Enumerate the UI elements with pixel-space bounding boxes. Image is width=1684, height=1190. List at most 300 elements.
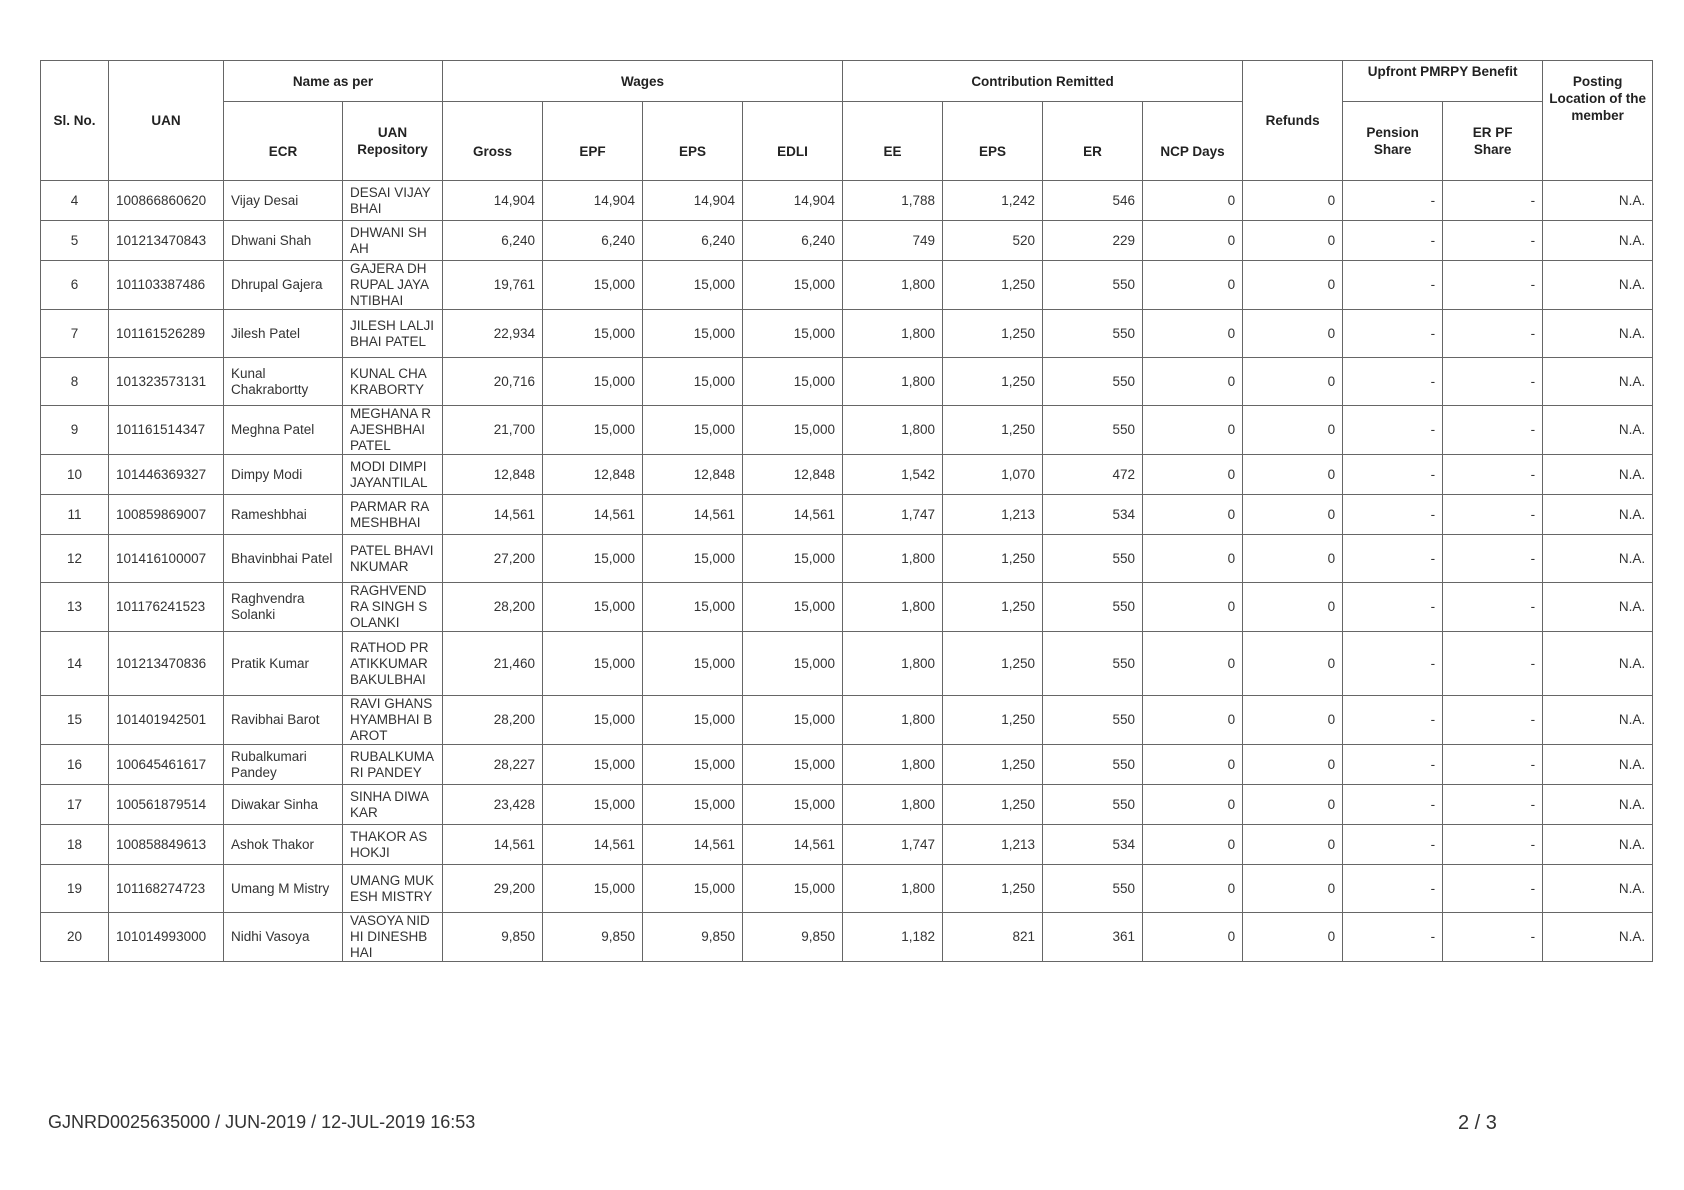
cell-name-ecr: Vijay Desai <box>224 181 343 221</box>
cell-wages-eps: 15,000 <box>643 785 743 825</box>
cell-wages-eps: 15,000 <box>643 696 743 745</box>
cell-pension-share: - <box>1343 583 1443 632</box>
cell-uan: 100645461617 <box>109 745 224 785</box>
cell-refunds: 0 <box>1243 261 1343 310</box>
cell-uan: 100866860620 <box>109 181 224 221</box>
cell-wages-eps: 15,000 <box>643 865 743 913</box>
cell-contribution-ee: 1,800 <box>843 406 943 455</box>
cell-wages-epf: 15,000 <box>543 358 643 406</box>
cell-ncp-days: 0 <box>1143 261 1243 310</box>
cell-contribution-eps: 1,250 <box>943 583 1043 632</box>
ecr-member-table <box>40 60 1653 962</box>
header-epf: EPF <box>543 102 643 181</box>
table-row <box>41 745 1653 785</box>
cell-pension-share: - <box>1343 495 1443 535</box>
cell-wages-gross: 28,200 <box>443 696 543 745</box>
cell-posting-location: N.A. <box>1543 358 1653 406</box>
cell-wages-gross: 14,561 <box>443 825 543 865</box>
cell-pension-share: - <box>1343 358 1443 406</box>
cell-refunds: 0 <box>1243 221 1343 261</box>
cell-wages-edli: 15,000 <box>743 696 843 745</box>
cell-name-uan-repository: GAJERA DHRUPAL JAYANTIBHAI <box>343 261 443 310</box>
cell-ncp-days: 0 <box>1143 632 1243 696</box>
cell-wages-epf: 6,240 <box>543 221 643 261</box>
cell-er-pf-share: - <box>1443 358 1543 406</box>
cell-pension-share: - <box>1343 745 1443 785</box>
header-gross: Gross <box>443 102 543 181</box>
header-uan: UAN <box>109 61 224 181</box>
cell-sl-no: 11 <box>41 495 109 535</box>
cell-wages-epf: 15,000 <box>543 310 643 358</box>
cell-posting-location: N.A. <box>1543 181 1653 221</box>
cell-wages-edli: 9,850 <box>743 913 843 962</box>
table-body <box>41 181 1653 962</box>
cell-wages-gross: 28,200 <box>443 583 543 632</box>
cell-posting-location: N.A. <box>1543 310 1653 358</box>
cell-name-uan-repository: THAKOR ASHOKJI <box>343 825 443 865</box>
cell-er-pf-share: - <box>1443 745 1543 785</box>
table-row <box>41 455 1653 495</box>
header-wages: Wages <box>443 61 843 102</box>
cell-contribution-eps: 1,250 <box>943 261 1043 310</box>
cell-wages-eps: 15,000 <box>643 745 743 785</box>
cell-posting-location: N.A. <box>1543 583 1653 632</box>
cell-er-pf-share: - <box>1443 495 1543 535</box>
header-ecr: ECR <box>224 102 343 181</box>
cell-name-uan-repository: JILESH LALJIBHAI PATEL <box>343 310 443 358</box>
cell-pension-share: - <box>1343 913 1443 962</box>
header-sl-no: Sl. No. <box>41 61 109 181</box>
cell-refunds: 0 <box>1243 535 1343 583</box>
cell-ncp-days: 0 <box>1143 745 1243 785</box>
cell-name-uan-repository: RAGHVENDRA SINGH SOLANKI <box>343 583 443 632</box>
cell-contribution-er: 534 <box>1043 825 1143 865</box>
cell-wages-edli: 15,000 <box>743 406 843 455</box>
cell-contribution-eps: 1,250 <box>943 358 1043 406</box>
cell-er-pf-share: - <box>1443 181 1543 221</box>
cell-pension-share: - <box>1343 261 1443 310</box>
cell-wages-edli: 14,904 <box>743 181 843 221</box>
cell-uan: 100858849613 <box>109 825 224 865</box>
cell-contribution-eps: 1,250 <box>943 696 1043 745</box>
cell-name-uan-repository: RAVI GHANSHYAMBHAI BAROT <box>343 696 443 745</box>
cell-sl-no: 4 <box>41 181 109 221</box>
cell-er-pf-share: - <box>1443 825 1543 865</box>
cell-wages-epf: 15,000 <box>543 696 643 745</box>
cell-wages-edli: 6,240 <box>743 221 843 261</box>
cell-wages-gross: 6,240 <box>443 221 543 261</box>
cell-wages-epf: 14,904 <box>543 181 643 221</box>
cell-name-ecr: Ravibhai Barot <box>224 696 343 745</box>
cell-sl-no: 18 <box>41 825 109 865</box>
cell-ncp-days: 0 <box>1143 181 1243 221</box>
cell-er-pf-share: - <box>1443 696 1543 745</box>
cell-name-uan-repository: RUBALKUMARI PANDEY <box>343 745 443 785</box>
cell-wages-epf: 14,561 <box>543 825 643 865</box>
cell-contribution-ee: 1,800 <box>843 865 943 913</box>
cell-refunds: 0 <box>1243 455 1343 495</box>
cell-er-pf-share: - <box>1443 913 1543 962</box>
cell-ncp-days: 0 <box>1143 455 1243 495</box>
cell-refunds: 0 <box>1243 865 1343 913</box>
table-row <box>41 221 1653 261</box>
cell-sl-no: 13 <box>41 583 109 632</box>
cell-posting-location: N.A. <box>1543 221 1653 261</box>
cell-wages-epf: 15,000 <box>543 406 643 455</box>
footer-document-id: GJNRD0025635000 / JUN-2019 / 12-JUL-2019 16:53 <box>48 1112 476 1132</box>
header-name-as-per: Name as per <box>224 61 443 102</box>
cell-wages-eps: 15,000 <box>643 310 743 358</box>
cell-wages-epf: 15,000 <box>543 745 643 785</box>
cell-contribution-er: 550 <box>1043 745 1143 785</box>
cell-ncp-days: 0 <box>1143 865 1243 913</box>
cell-contribution-ee: 1,182 <box>843 913 943 962</box>
cell-contribution-ee: 1,800 <box>843 745 943 785</box>
cell-wages-edli: 15,000 <box>743 785 843 825</box>
cell-posting-location: N.A. <box>1543 632 1653 696</box>
cell-wages-gross: 9,850 <box>443 913 543 962</box>
cell-wages-edli: 15,000 <box>743 632 843 696</box>
cell-wages-eps: 15,000 <box>643 535 743 583</box>
cell-wages-gross: 23,428 <box>443 785 543 825</box>
cell-wages-gross: 19,761 <box>443 261 543 310</box>
cell-uan: 101161526289 <box>109 310 224 358</box>
cell-contribution-eps: 1,242 <box>943 181 1043 221</box>
header-refunds: Refunds <box>1243 61 1343 181</box>
header-ncp-days: NCP Days <box>1143 102 1243 181</box>
cell-contribution-eps: 1,250 <box>943 310 1043 358</box>
cell-contribution-er: 550 <box>1043 406 1143 455</box>
cell-posting-location: N.A. <box>1543 865 1653 913</box>
cell-wages-edli: 15,000 <box>743 310 843 358</box>
cell-wages-epf: 15,000 <box>543 535 643 583</box>
cell-wages-eps: 14,904 <box>643 181 743 221</box>
cell-ncp-days: 0 <box>1143 825 1243 865</box>
cell-posting-location: N.A. <box>1543 406 1653 455</box>
table-row <box>41 825 1653 865</box>
cell-contribution-er: 550 <box>1043 785 1143 825</box>
cell-posting-location: N.A. <box>1543 261 1653 310</box>
cell-name-ecr: Rameshbhai <box>224 495 343 535</box>
cell-wages-gross: 27,200 <box>443 535 543 583</box>
cell-contribution-ee: 1,800 <box>843 310 943 358</box>
cell-sl-no: 10 <box>41 455 109 495</box>
cell-contribution-er: 550 <box>1043 310 1143 358</box>
header-eps: EPS <box>643 102 743 181</box>
cell-name-ecr: Jilesh Patel <box>224 310 343 358</box>
cell-name-ecr: Raghvendra Solanki <box>224 583 343 632</box>
cell-contribution-er: 550 <box>1043 583 1143 632</box>
cell-wages-epf: 9,850 <box>543 913 643 962</box>
cell-ncp-days: 0 <box>1143 583 1243 632</box>
cell-contribution-eps: 1,213 <box>943 825 1043 865</box>
cell-pension-share: - <box>1343 785 1443 825</box>
cell-wages-edli: 15,000 <box>743 745 843 785</box>
header-uan-repository: UAN Repository <box>343 102 443 181</box>
cell-sl-no: 7 <box>41 310 109 358</box>
cell-posting-location: N.A. <box>1543 913 1653 962</box>
cell-contribution-eps: 821 <box>943 913 1043 962</box>
header-contribution-remitted: Contribution Remitted <box>843 61 1243 102</box>
cell-refunds: 0 <box>1243 825 1343 865</box>
cell-wages-epf: 15,000 <box>543 261 643 310</box>
cell-name-ecr: Dhwani Shah <box>224 221 343 261</box>
cell-sl-no: 19 <box>41 865 109 913</box>
cell-name-ecr: Dimpy Modi <box>224 455 343 495</box>
cell-ncp-days: 0 <box>1143 358 1243 406</box>
cell-sl-no: 9 <box>41 406 109 455</box>
cell-contribution-ee: 1,800 <box>843 696 943 745</box>
cell-wages-gross: 21,460 <box>443 632 543 696</box>
cell-name-uan-repository: RATHOD PRATIKKUMAR BAKULBHAI <box>343 632 443 696</box>
cell-posting-location: N.A. <box>1543 825 1653 865</box>
cell-er-pf-share: - <box>1443 632 1543 696</box>
cell-er-pf-share: - <box>1443 455 1543 495</box>
table-row <box>41 535 1653 583</box>
cell-name-uan-repository: VASOYA NIDHI DINESHBHAI <box>343 913 443 962</box>
cell-name-uan-repository: DHWANI SHAH <box>343 221 443 261</box>
cell-name-uan-repository: UMANG MUKESH MISTRY <box>343 865 443 913</box>
cell-wages-eps: 6,240 <box>643 221 743 261</box>
header-posting-location: Posting Location of the member <box>1543 61 1653 181</box>
cell-name-uan-repository: KUNAL CHAKRABORTY <box>343 358 443 406</box>
cell-name-ecr: Dhrupal Gajera <box>224 261 343 310</box>
cell-er-pf-share: - <box>1443 310 1543 358</box>
cell-contribution-ee: 1,800 <box>843 535 943 583</box>
cell-refunds: 0 <box>1243 785 1343 825</box>
cell-contribution-er: 550 <box>1043 696 1143 745</box>
cell-name-ecr: Kunal Chakrabortty <box>224 358 343 406</box>
cell-sl-no: 6 <box>41 261 109 310</box>
cell-contribution-ee: 1,800 <box>843 261 943 310</box>
table-row <box>41 632 1653 696</box>
table-row <box>41 913 1653 962</box>
cell-contribution-ee: 1,800 <box>843 358 943 406</box>
header-edli: EDLI <box>743 102 843 181</box>
cell-contribution-eps: 1,250 <box>943 632 1043 696</box>
header-pension-share: Pension Share <box>1343 102 1443 181</box>
table-row <box>41 865 1653 913</box>
table-row <box>41 181 1653 221</box>
cell-wages-edli: 15,000 <box>743 583 843 632</box>
cell-uan: 100561879514 <box>109 785 224 825</box>
cell-contribution-eps: 1,250 <box>943 865 1043 913</box>
cell-contribution-er: 229 <box>1043 221 1143 261</box>
cell-refunds: 0 <box>1243 745 1343 785</box>
cell-contribution-ee: 1,542 <box>843 455 943 495</box>
cell-contribution-eps: 1,250 <box>943 406 1043 455</box>
cell-wages-epf: 14,561 <box>543 495 643 535</box>
cell-er-pf-share: - <box>1443 785 1543 825</box>
cell-er-pf-share: - <box>1443 221 1543 261</box>
cell-uan: 101103387486 <box>109 261 224 310</box>
cell-pension-share: - <box>1343 455 1443 495</box>
cell-contribution-ee: 1,788 <box>843 181 943 221</box>
cell-refunds: 0 <box>1243 913 1343 962</box>
cell-uan: 101161514347 <box>109 406 224 455</box>
cell-name-uan-repository: DESAI VIJAYBHAI <box>343 181 443 221</box>
cell-pension-share: - <box>1343 181 1443 221</box>
cell-contribution-ee: 1,747 <box>843 825 943 865</box>
cell-uan: 101213470836 <box>109 632 224 696</box>
cell-contribution-er: 550 <box>1043 358 1143 406</box>
cell-sl-no: 5 <box>41 221 109 261</box>
cell-ncp-days: 0 <box>1143 406 1243 455</box>
cell-er-pf-share: - <box>1443 261 1543 310</box>
cell-sl-no: 16 <box>41 745 109 785</box>
cell-wages-epf: 15,000 <box>543 583 643 632</box>
cell-wages-edli: 15,000 <box>743 865 843 913</box>
cell-pension-share: - <box>1343 696 1443 745</box>
cell-refunds: 0 <box>1243 696 1343 745</box>
cell-name-ecr: Pratik Kumar <box>224 632 343 696</box>
cell-pension-share: - <box>1343 535 1443 583</box>
header-contribution-eps: EPS <box>943 102 1043 181</box>
cell-posting-location: N.A. <box>1543 535 1653 583</box>
cell-pension-share: - <box>1343 825 1443 865</box>
cell-contribution-ee: 1,800 <box>843 583 943 632</box>
cell-wages-eps: 15,000 <box>643 632 743 696</box>
cell-er-pf-share: - <box>1443 406 1543 455</box>
cell-er-pf-share: - <box>1443 865 1543 913</box>
cell-uan: 101401942501 <box>109 696 224 745</box>
cell-name-ecr: Meghna Patel <box>224 406 343 455</box>
table-row <box>41 261 1653 310</box>
cell-posting-location: N.A. <box>1543 495 1653 535</box>
cell-wages-gross: 14,904 <box>443 181 543 221</box>
cell-refunds: 0 <box>1243 358 1343 406</box>
cell-uan: 101213470843 <box>109 221 224 261</box>
cell-wages-gross: 12,848 <box>443 455 543 495</box>
cell-name-uan-repository: PATEL BHAVINKUMAR <box>343 535 443 583</box>
cell-posting-location: N.A. <box>1543 745 1653 785</box>
cell-wages-eps: 15,000 <box>643 406 743 455</box>
cell-ncp-days: 0 <box>1143 696 1243 745</box>
cell-contribution-eps: 1,213 <box>943 495 1043 535</box>
cell-wages-edli: 15,000 <box>743 358 843 406</box>
cell-name-ecr: Bhavinbhai Patel <box>224 535 343 583</box>
cell-wages-edli: 12,848 <box>743 455 843 495</box>
cell-er-pf-share: - <box>1443 583 1543 632</box>
header-er-pf-share: ER PF Share <box>1443 102 1543 181</box>
cell-sl-no: 8 <box>41 358 109 406</box>
cell-contribution-ee: 749 <box>843 221 943 261</box>
cell-pension-share: - <box>1343 221 1443 261</box>
cell-contribution-eps: 1,070 <box>943 455 1043 495</box>
cell-contribution-er: 361 <box>1043 913 1143 962</box>
header-ee: EE <box>843 102 943 181</box>
cell-sl-no: 20 <box>41 913 109 962</box>
cell-er-pf-share: - <box>1443 535 1543 583</box>
cell-contribution-ee: 1,747 <box>843 495 943 535</box>
cell-pension-share: - <box>1343 310 1443 358</box>
table-row <box>41 583 1653 632</box>
cell-ncp-days: 0 <box>1143 535 1243 583</box>
cell-pension-share: - <box>1343 406 1443 455</box>
cell-posting-location: N.A. <box>1543 696 1653 745</box>
cell-contribution-ee: 1,800 <box>843 632 943 696</box>
cell-pension-share: - <box>1343 865 1443 913</box>
cell-wages-edli: 14,561 <box>743 495 843 535</box>
cell-contribution-er: 550 <box>1043 535 1143 583</box>
table-row <box>41 406 1653 455</box>
table-row <box>41 785 1653 825</box>
cell-wages-gross: 14,561 <box>443 495 543 535</box>
cell-contribution-eps: 1,250 <box>943 785 1043 825</box>
cell-contribution-er: 534 <box>1043 495 1143 535</box>
cell-wages-eps: 15,000 <box>643 583 743 632</box>
table-row <box>41 358 1653 406</box>
cell-contribution-er: 550 <box>1043 261 1143 310</box>
cell-wages-epf: 15,000 <box>543 865 643 913</box>
cell-contribution-er: 472 <box>1043 455 1143 495</box>
cell-ncp-days: 0 <box>1143 310 1243 358</box>
cell-ncp-days: 0 <box>1143 913 1243 962</box>
cell-name-ecr: Rubalkumari Pandey <box>224 745 343 785</box>
cell-wages-epf: 15,000 <box>543 785 643 825</box>
cell-refunds: 0 <box>1243 406 1343 455</box>
cell-uan: 101323573131 <box>109 358 224 406</box>
table-row <box>41 310 1653 358</box>
cell-refunds: 0 <box>1243 632 1343 696</box>
cell-name-ecr: Diwakar Sinha <box>224 785 343 825</box>
footer-page-number: 2 / 3 <box>1458 1112 1497 1134</box>
table-row <box>41 696 1653 745</box>
cell-wages-eps: 14,561 <box>643 495 743 535</box>
cell-uan: 101014993000 <box>109 913 224 962</box>
cell-name-uan-repository: PARMAR RAMESHBHAI <box>343 495 443 535</box>
cell-wages-eps: 15,000 <box>643 358 743 406</box>
cell-name-ecr: Ashok Thakor <box>224 825 343 865</box>
cell-wages-gross: 28,227 <box>443 745 543 785</box>
cell-pension-share: - <box>1343 632 1443 696</box>
cell-ncp-days: 0 <box>1143 221 1243 261</box>
cell-refunds: 0 <box>1243 495 1343 535</box>
cell-uan: 101168274723 <box>109 865 224 913</box>
cell-sl-no: 17 <box>41 785 109 825</box>
cell-wages-epf: 12,848 <box>543 455 643 495</box>
table-row <box>41 495 1653 535</box>
cell-wages-edli: 15,000 <box>743 261 843 310</box>
cell-contribution-eps: 1,250 <box>943 535 1043 583</box>
cell-contribution-ee: 1,800 <box>843 785 943 825</box>
cell-refunds: 0 <box>1243 181 1343 221</box>
cell-wages-gross: 21,700 <box>443 406 543 455</box>
cell-name-uan-repository: SINHA DIWAKAR <box>343 785 443 825</box>
cell-posting-location: N.A. <box>1543 785 1653 825</box>
cell-ncp-days: 0 <box>1143 785 1243 825</box>
cell-uan: 100859869007 <box>109 495 224 535</box>
cell-sl-no: 15 <box>41 696 109 745</box>
cell-wages-edli: 15,000 <box>743 535 843 583</box>
cell-name-ecr: Umang M Mistry <box>224 865 343 913</box>
cell-wages-eps: 12,848 <box>643 455 743 495</box>
cell-name-uan-repository: MEGHANA RAJESHBHAI PATEL <box>343 406 443 455</box>
header-er: ER <box>1043 102 1143 181</box>
cell-wages-gross: 29,200 <box>443 865 543 913</box>
cell-refunds: 0 <box>1243 310 1343 358</box>
cell-wages-gross: 20,716 <box>443 358 543 406</box>
cell-contribution-er: 550 <box>1043 865 1143 913</box>
header-upfront-pmrpy: Upfront PMRPY Benefit <box>1343 61 1543 102</box>
cell-contribution-eps: 1,250 <box>943 745 1043 785</box>
cell-wages-epf: 15,000 <box>543 632 643 696</box>
cell-contribution-er: 550 <box>1043 632 1143 696</box>
cell-name-uan-repository: MODI DIMPI JAYANTILAL <box>343 455 443 495</box>
cell-refunds: 0 <box>1243 583 1343 632</box>
cell-posting-location: N.A. <box>1543 455 1653 495</box>
table-header <box>41 61 1653 181</box>
